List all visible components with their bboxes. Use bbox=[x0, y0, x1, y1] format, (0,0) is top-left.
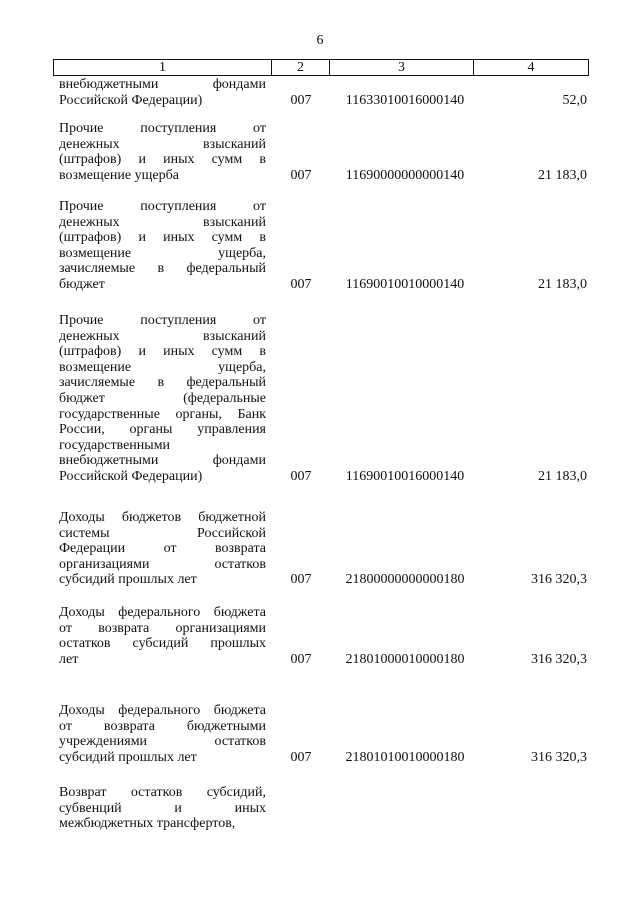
header-col-2: 2 bbox=[272, 60, 330, 75]
description-line: денежных взысканий bbox=[59, 214, 266, 230]
description-line: Доходы федерального бюджета bbox=[59, 703, 266, 718]
description-line: Доходы федерального бюджета bbox=[59, 605, 266, 620]
description-line: бюджет (федеральные bbox=[59, 390, 266, 406]
description-line: внебюджетными фондами bbox=[59, 77, 266, 92]
description-line: учреждениями остатков bbox=[59, 734, 266, 750]
description-line: (штрафов) и иных сумм в bbox=[59, 344, 266, 360]
description-line: внебюджетными фондами bbox=[59, 453, 266, 469]
row-amount: 316 320,3 bbox=[531, 572, 587, 588]
description-line: остатков субсидий прошлых bbox=[59, 636, 266, 652]
row-kbk: 11690010016000140 bbox=[345, 469, 465, 484]
description-line: лет bbox=[59, 651, 79, 667]
description-line: организациями остатков bbox=[59, 556, 266, 572]
description-line: возмещение ущерба bbox=[59, 167, 179, 183]
page-number: 6 bbox=[316, 33, 324, 48]
description-line: Доходы бюджетов бюджетной bbox=[59, 510, 266, 525]
description-line: денежных взысканий bbox=[59, 136, 266, 152]
row-code: 007 bbox=[290, 167, 312, 183]
description-line: субсидий прошлых лет bbox=[59, 572, 197, 588]
description-line: субвенций и иных bbox=[59, 800, 266, 816]
description-line: Возврат остатков субсидий, bbox=[59, 785, 266, 800]
description-line: (штрафов) и иных сумм в bbox=[59, 152, 266, 168]
description-line: Прочие поступления от bbox=[59, 313, 266, 328]
row-description bbox=[59, 121, 266, 183]
description-line: субсидий прошлых лет bbox=[59, 749, 197, 765]
row-kbk: 21800000000000180 bbox=[345, 572, 465, 588]
row-amount: 21 183,0 bbox=[538, 469, 587, 484]
header-col-1: 1 bbox=[54, 60, 272, 75]
row-code: 007 bbox=[290, 572, 312, 588]
row-code: 007 bbox=[290, 92, 312, 108]
row-description bbox=[59, 605, 266, 667]
description-line: бюджет bbox=[59, 276, 105, 292]
description-line: государственные органы, Банк bbox=[59, 406, 266, 422]
row-description bbox=[59, 703, 266, 765]
row-amount: 52,0 bbox=[562, 92, 587, 108]
description-line: государственными bbox=[59, 437, 171, 453]
description-line: (штрафов) и иных сумм в bbox=[59, 230, 266, 246]
row-amount: 21 183,0 bbox=[538, 167, 587, 183]
description-line: зачисляемые в федеральный bbox=[59, 261, 266, 277]
description-line: Федерации от возврата bbox=[59, 541, 266, 557]
row-description bbox=[59, 77, 266, 108]
description-line: возмещение ущерба, bbox=[59, 245, 266, 261]
row-code: 007 bbox=[290, 651, 312, 667]
header-col-4: 4 bbox=[527, 59, 535, 75]
row-description bbox=[59, 510, 266, 588]
header-col-3: 3 bbox=[330, 60, 474, 75]
row-kbk: 11690010010000140 bbox=[345, 277, 465, 292]
description-line: межбюджетных трансфертов, bbox=[59, 816, 236, 832]
row-kbk: 11633010016000140 bbox=[345, 92, 465, 108]
table-header bbox=[53, 59, 589, 76]
description-line: Прочие поступления от bbox=[59, 121, 266, 136]
row-description bbox=[59, 785, 266, 832]
description-line: от возврата бюджетными bbox=[59, 718, 266, 734]
row-kbk: 21801010010000180 bbox=[345, 749, 465, 765]
description-line: Прочие поступления от bbox=[59, 199, 266, 214]
row-code: 007 bbox=[290, 749, 312, 765]
description-line: от возврата организациями bbox=[59, 620, 266, 636]
row-code: 007 bbox=[290, 277, 312, 292]
description-line: возмещение ущерба, bbox=[59, 359, 266, 375]
description-line: зачисляемые в федеральный bbox=[59, 375, 266, 391]
row-code: 007 bbox=[290, 469, 312, 484]
row-kbk: 11690000000000140 bbox=[345, 167, 465, 183]
row-description bbox=[59, 313, 266, 485]
description-line: России, органы управления bbox=[59, 422, 266, 438]
description-line: Российской Федерации) bbox=[59, 468, 203, 484]
row-amount: 316 320,3 bbox=[531, 651, 587, 667]
description-line: денежных взысканий bbox=[59, 328, 266, 344]
description-line: Российской Федерации) bbox=[59, 92, 203, 108]
row-kbk: 21801000010000180 bbox=[345, 651, 465, 667]
row-amount: 316 320,3 bbox=[531, 749, 587, 765]
row-amount: 21 183,0 bbox=[538, 277, 587, 292]
description-line: системы Российской bbox=[59, 525, 266, 541]
row-description bbox=[59, 199, 266, 293]
